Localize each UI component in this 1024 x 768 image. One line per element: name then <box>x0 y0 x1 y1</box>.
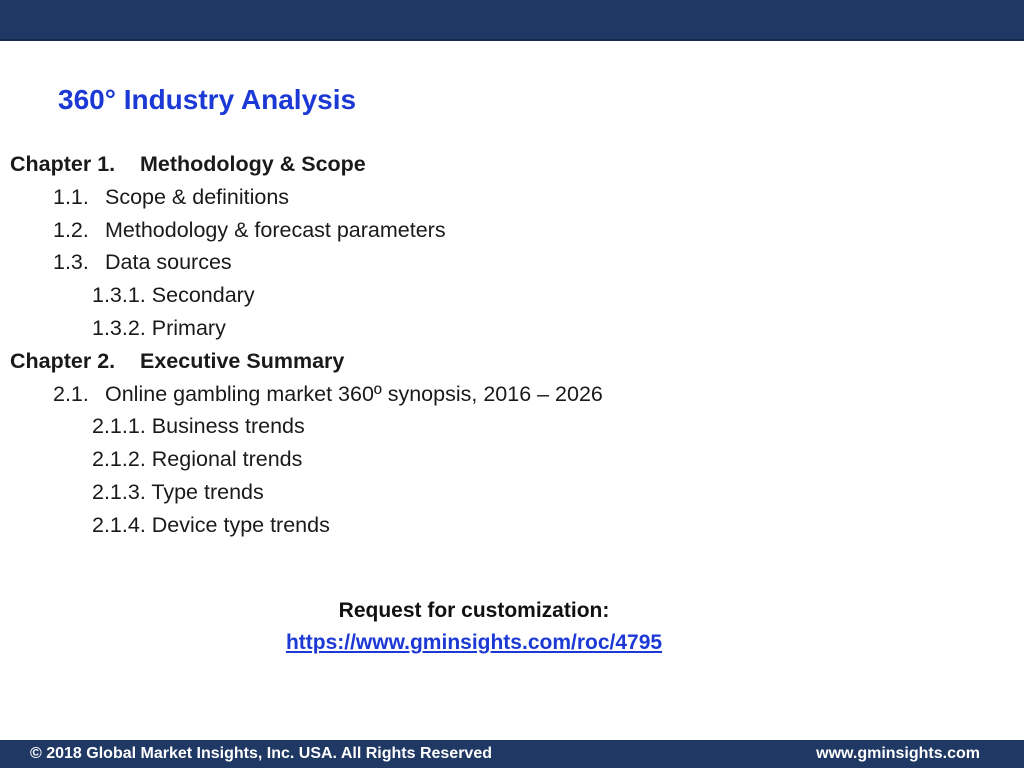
toc-item <box>0 443 1024 476</box>
toc-number: 1.3. <box>53 250 89 275</box>
toc-item <box>0 378 1024 411</box>
toc-number: 2.1.1. <box>92 414 146 439</box>
toc-item <box>0 279 1024 312</box>
request-label: Request for customization: <box>338 599 610 622</box>
toc-item <box>0 312 1024 345</box>
customization-request <box>0 595 948 659</box>
toc-number: 2.1.2. <box>92 447 146 472</box>
toc-item <box>0 214 1024 247</box>
toc-number: 1.3.2. <box>92 315 146 340</box>
toc-label: Data sources <box>105 250 232 275</box>
toc-label: Secondary <box>151 283 255 308</box>
footer-bar <box>0 740 1024 768</box>
toc-number: 2.1. <box>53 381 89 406</box>
toc-chapter <box>0 148 1024 181</box>
toc-label: Device type trends <box>151 512 330 537</box>
toc-number: 1.2. <box>53 217 89 242</box>
copyright-text: © 2018 Global Market Insights, Inc. USA. All Rights Reserved <box>30 745 492 762</box>
toc-chapter <box>0 345 1024 378</box>
toc-label: Scope & definitions <box>105 184 290 209</box>
table-of-contents <box>0 148 1024 542</box>
toc-number: 1.1. <box>53 184 89 209</box>
toc-item <box>0 476 1024 509</box>
toc-number: Chapter 1. <box>10 152 116 176</box>
top-banner-bar <box>0 0 1024 41</box>
toc-item <box>0 246 1024 279</box>
toc-label: Methodology & forecast parameters <box>105 217 446 242</box>
toc-label: Online gambling market 360º synopsis, 2016 – 2026 <box>105 381 603 406</box>
toc-label: Regional trends <box>151 447 303 472</box>
toc-number: 1.3.1. <box>92 283 146 308</box>
toc-label: Business trends <box>151 414 305 439</box>
customization-link[interactable]: https://www.gminsights.com/roc/4795 <box>285 631 663 654</box>
page-title: 360° Industry Analysis <box>58 84 357 115</box>
toc-label: Methodology & Scope <box>140 152 366 176</box>
toc-item <box>0 181 1024 214</box>
toc-label: Executive Summary <box>140 348 345 373</box>
toc-number: 2.1.3. <box>92 479 146 504</box>
site-url[interactable]: www.gminsights.com <box>816 745 980 762</box>
toc-number: Chapter 2. <box>10 348 116 373</box>
toc-item <box>0 509 1024 542</box>
toc-label: Type trends <box>151 479 264 504</box>
toc-item <box>0 410 1024 443</box>
toc-label: Primary <box>151 315 226 340</box>
toc-number: 2.1.4. <box>92 512 146 537</box>
